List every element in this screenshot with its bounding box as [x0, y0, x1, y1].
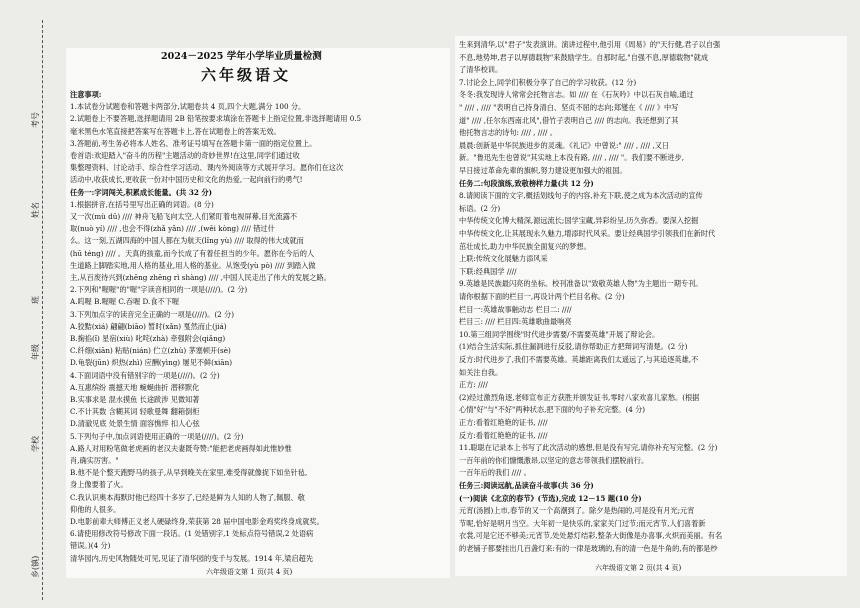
binding-field-xuexiao: 学校: [31, 436, 40, 452]
text-line: C.纤细(xiān) 粘贴(nián) 伫立(zhù) 茅塞顿开(sè): [70, 346, 231, 356]
text-line: 节呢,恰好是明月当空。大年初一是快乐的,家家关门过节;而元宵节,人们喜着新: [459, 518, 706, 528]
binding-field-kaohao: 考号: [31, 112, 40, 128]
text-line: 道" //// ,任尔东西南北风",借竹子表明自己 //// 的志向。我还想到了其: [459, 115, 679, 125]
text-line: 肖,确实厉害。": [70, 456, 119, 465]
text-line: 清华园内,历史风物随处可见,见证了清华园的变千与发展。1914 年,梁启超先: [70, 553, 314, 563]
text-line: " //// , //// "表明自己持身清白、坚贞不屈的志向;郑燮在《 //// 》中写: [459, 103, 679, 112]
text-line: A.呜喔 B.喔喔 C.吞喔 D.食不下喔: [70, 297, 180, 307]
text-line: 6.请使用修改符号修改下面一段话。(1 处错别字,1 处标点符号错误,2 处语病: [70, 529, 314, 539]
text-line: 栏目一:英雄故事触动志 栏目二: ////: [459, 304, 572, 314]
text-line: 了清华校训。: [459, 65, 503, 75]
text-line: 上联:传统文化展魅力添风采: [459, 254, 548, 264]
text-line: (1)结合生活实际,抓住漏洞进行反驳,请你帮助正方把辩词写清楚。(2 分): [459, 342, 688, 352]
subject-title: 六年级语文: [201, 66, 292, 84]
binding-field-nianji: 年级: [31, 344, 40, 360]
text-line: 新。"鲁迅先生也曾说"其实地上本没有路, //// , //// "。我们要不断进步,: [459, 153, 684, 163]
text-line: 茁壮成长,助力中华民族全面复兴的梦想。: [459, 241, 591, 251]
text-line: A.互惠缤纷 震撼天地 蜿蜒曲折 潜移默化: [70, 382, 200, 392]
page-two-footer: 六年级语文第 2 页(共 4 页): [595, 564, 682, 572]
text-line: 元宵(汤圆)上市,春节的又一个高潮到了。除夕是热闹的,可是没有月光;元宵: [459, 506, 695, 516]
text-line: 3.答题前,考生务必将本人姓名、准考证号填写在答题卡第一面的指定位置上。: [70, 138, 317, 148]
text-line: 8.请阅读下面的文字,概括划线句子的内容,补充下联,使之成为本次活动的宣传: [459, 191, 703, 201]
text-line: 如关注自我。: [459, 367, 503, 377]
text-line: 7.讨论会上,同学们积极分享了自己的学习收获。(12 分): [459, 77, 637, 87]
page-one: [66, 48, 450, 578]
text-line: 生来到清华,以"君子"发表演讲。演讲过程中,他引用《周易》的"天行健,君子以自强: [459, 40, 721, 49]
binding-cut-line: [42, 20, 43, 600]
text-line: 标语。(2 分): [459, 203, 501, 213]
text-line: 1.本试卷分试题卷和答题卡两部分,试题卷共 4 页,四个大题,满分 100 分。: [70, 102, 306, 112]
text-line: 任务三:阅读远航,品读奋斗故事(共 36 分): [459, 481, 594, 490]
text-line: 主,从百废待兴到(zhēng zhēng rì shàng) //// ,中国人民走出了伟大的发展之路。: [70, 273, 331, 282]
text-line: 3.下列加点字的读音完全正确的一项是(////)。(2 分): [70, 309, 234, 319]
text-line: 栏目三: //// 栏目四:英雄歌曲最响亮: [459, 317, 572, 327]
text-line: 一百年前的你们慷慨激昂,以坚定的意志带领我们摆脱前行。: [459, 455, 649, 465]
text-line: C.不计其数 含糊其词 轻歌曼舞 翻箱倒柜: [70, 407, 200, 417]
text-line: 反方:看着红艳艳的证书, ////: [459, 430, 548, 440]
text-line: 正方:看着红艳艳的证书, ////: [459, 418, 548, 427]
text-line: 衣裳,可是它还不够美;元宵节,处处悬灯结彩,整条大街像是办喜事,火炽而美丽。有名: [459, 531, 723, 541]
page-one-footer: 六年级语文第 1 页(共 4 页): [206, 568, 293, 576]
text-line: 卷首语:欢迎踏入"奋斗的历程"主题活动的奇妙世界!在这里,同学们通过收: [70, 151, 300, 160]
text-line: D.清澈见底 处景生情 面容憔悴 扣人心弦: [70, 419, 200, 429]
text-line: 任务一:字词闯关,积累成长能量。(共 32 分): [70, 187, 212, 197]
binding-margin: [0, 0, 64, 608]
text-line: 一百年后的我们 //// 。: [459, 468, 531, 478]
text-line: 身上像要着了火。: [70, 480, 128, 490]
binding-field-xiang: 乡(镇): [31, 555, 40, 578]
text-line: 4.下面词语中没有错别字的一项是(////)。(2 分): [70, 370, 220, 380]
binding-field-ban: 班: [31, 296, 40, 304]
text-line: (hū téng) //// 。天真的孩童,而今长成了有着任担当的少年。愿你在今后的人: [70, 248, 315, 258]
text-line: 10.第三组同学围绕"时代进步需要/不需要英雄"开展了辩论会。: [459, 329, 660, 339]
text-line: 早日接过革命先辈的旗帜,努力建设更加强大的祖国。: [459, 166, 627, 175]
text-line: 正方: ////: [459, 380, 488, 390]
text-line: 中华传统文化,让其展现永久魅力,增添时代风采。要让经典国学引领我们在新时代: [459, 229, 716, 238]
text-line: D.电影前辈大师傅正义老人硬碌终身,荣获第 28 届中国电影金鸡奖终身成就奖。: [70, 517, 324, 526]
text-line: 2.试题卷上不要答题,选择题请用 2B 铅笔按要求填涂在答题卡上指定位置,非选择题请用 0.5: [70, 114, 362, 124]
text-line: 1.根据拼音,在括号里写出正确的词语。(8 分): [70, 199, 214, 209]
text-line: 冬冬:我发现诗人常常会托物言志。如 //// 在《石灰吟》中以石灰自喻,通过: [459, 90, 694, 100]
text-line: B.他不是个整天跑野马的孩子,从早到晚关在家里,难受得就像捉下如坐针毡,: [70, 468, 308, 478]
text-line: 仰他的人很多。: [70, 504, 121, 514]
text-line: A.狡黠(xiá) 翩翩(biāo) 暂时(xǎn) 戛然而止(jiá): [70, 321, 227, 331]
text-line: (2)经过激烈角逐,老师宣布正方获胜并颁发证书,零时八家欢喜儿家愁。(根据: [459, 392, 700, 402]
text-line: 任务二:句段演练,致敬榜样力量(共 12 分): [459, 178, 594, 188]
text-line: 集整理资料、讨论动手、综合性学习活动、课内外阅读等方式展开学习。愿你们在这次: [70, 163, 344, 173]
text-line: 心情"好"与"不好"两种状态,把下面的句子补充完整。(4 分): [459, 405, 646, 415]
text-line: B.实事求是 混水摸鱼 长途跋涉 见微知著: [70, 395, 200, 404]
text-line: 错误。)(4 分): [70, 541, 111, 551]
text-line: 活动中,收获成长,更收获一份对中国历史和文化的热爱,一起向前行的勇气!: [70, 175, 303, 185]
text-line: C.我认识奥本海默时他已经四十多岁了,已经是鲜为人知的人物了,佩服、敬: [70, 492, 305, 502]
text-line: 中华传统文化博大精深,源远流长;国学宝藏,异彩纷呈,历久弥香。要深入挖掘: [459, 216, 699, 226]
text-line: 11.聪聪在记录本上书写了此次活动的感想,但是没有写完,请你补充写完整。(2 分): [459, 443, 718, 453]
text-line: 毫米黑色水笔直接把答案写在答题卡上,答在试题卷上的答案无效。: [70, 126, 281, 136]
text-line: 又一次(mù dǔ) //// 神舟飞船飞向太空,人们紧盯着电视屏幕,目光流露不: [70, 212, 298, 221]
text-line: D.龟裂(jūn) 炽热(zhì) 应酬(yìng) 屡见不鲜(xiān): [70, 358, 233, 368]
text-line: 2.下列和"喔喔"的"喔"字读音相同的一项是(////)。(2 分): [70, 285, 248, 295]
text-line: 的老铺子都要挂出几百盏灯来:有的一律是玻璃的,有的清一色是牛角的,有的都是纱: [459, 544, 718, 553]
text-line: A.路人对用粉笔做老虎画的老汉夫妻既夸赞:"能把老虎画得如此惟妙惟: [70, 443, 292, 453]
text-line: 不息,地势坤,君子以厚德载物"来鼓励学生。自那时起,"自强不息,厚德载物"就成: [459, 52, 709, 62]
binding-field-xingming: 姓名: [31, 202, 40, 218]
text-line: 他托物言志的诗句: //// , //// 。: [459, 128, 557, 138]
exam-title: 2024－2025 学年小学毕业质量检测: [161, 51, 322, 62]
page-two: [455, 36, 847, 576]
text-line: 注意事项:: [70, 90, 102, 99]
text-line: (一)阅读《北京的春节》(节选),完成 12－15 题(10 分): [459, 493, 642, 503]
text-line: 请你根据下面的栏目一,再设计两个栏目名称。(2 分): [459, 292, 625, 301]
text-line: B.掬掐(ǐ) 星宿(xiù) 叱咤(zhà) 牵强附会(qiǎng): [70, 334, 226, 343]
text-line: 么。这一刻,五湖四海的中国人都在为航天(lǐng yù) //// 取得的伟大成就而: [70, 236, 304, 246]
text-line: 取(nuò yí) //// ,也会不得(zhǎ yǎn) //// ,(wěi kòng) //// 错过什: [70, 224, 275, 234]
text-line: 晨晨:创新是中华民族进步的灵魂。《礼记》中曾说:" //// , //// ,又日: [459, 140, 670, 150]
text-line: 下联:经典国学 ////: [459, 266, 517, 276]
text-line: 9.英雄是民族最闪亮的坐标。校刊准备以"致敬英雄人物"为主题出一期专刊。: [459, 279, 703, 289]
text-line: 5.下列句子中,加点词语使用正确的一项是(////)。(2 分): [70, 431, 244, 441]
text-line: 生道路上脚踏实地,用人格的基业,用人格的基业。从饱受(yù pò) //// 到踏入做: [70, 260, 316, 270]
text-line: 反方:时代进步了,我们不需要英雄。英雄距离我们太遥远了,与其追逐英雄,不: [459, 355, 699, 364]
